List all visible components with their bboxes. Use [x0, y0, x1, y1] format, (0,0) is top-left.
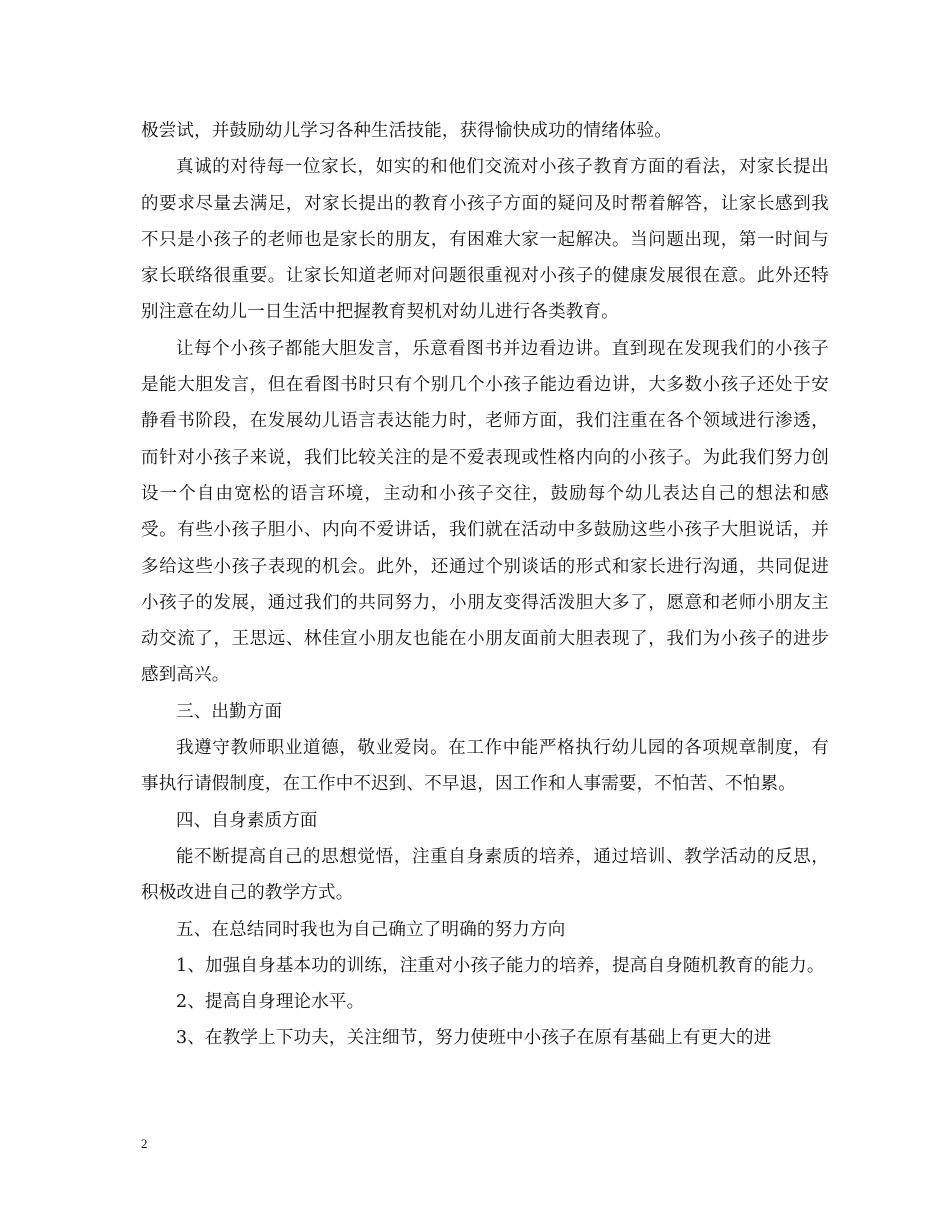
- list-item-1: 1、加强自身基本功的训练，注重对小孩子能力的培养，提高自身随机教育的能力。: [176, 955, 825, 976]
- list-item-2: 2、提高自身理论水平。: [176, 992, 365, 1013]
- paragraph-continuation: 极尝试，并鼓励幼儿学习各种生活技能，获得愉快成功的情绪体验。: [141, 121, 672, 141]
- page-number: 2: [141, 1136, 148, 1151]
- list-item-3: 3、在教学上下功夫，关注细节，努力使班中小孩子在原有基础上有更大的进: [176, 1028, 772, 1049]
- paragraph-speaking: 让每个小孩子都能大胆发言，乐意看图书并边看边讲。直到现在发现我们的小孩子是能大胆发言，但在看图书时只有个别几个小孩子能边看边讲，大多数小孩子还处于安静看书阶段，在发展幼儿语言表达能力时，老师方面，我们注重在各个领域进行渗透，而针对小孩子来说，我们比较关注的是不爱表现或性格内向的小孩子。为此我们努力创设一个自由宽松的语言环境，主动和小孩子交往，鼓励每个幼儿表达自己的想法和感受。有些小孩子胆小、内向不爱讲话，我们就在活动中多鼓励这些小孩子大胆说话，并多给这些小孩子表现的机会。此外，还通过个别谈话的形式和家长进行沟通，共同促进小孩子的发展，通过我们的共同努力，小朋友变得活泼胆大多了，愿意和老师小朋友主动交流了，王思远、林佳宣小朋友也能在小朋友面前大胆表现了，我们为小孩子的进步感到高兴。: [141, 338, 829, 686]
- heading-attendance: 三、出勤方面: [176, 701, 283, 722]
- paragraph-quality: 能不断提高自己的思想觉悟，注重自身素质的培养，通过培训、教学活动的反思，积极改进自己的教学方式。: [141, 846, 829, 904]
- heading-quality: 四、自身素质方面: [176, 810, 318, 831]
- paragraph-parents: 真诚的对待每一位家长，如实的和他们交流对小孩子教育方面的看法，对家长提出的要求尽量去满足，对家长提出的教育小孩子方面的疑问及时帮着解答，让家长感到我不只是小孩子的老师也是家长的朋友，有困难大家一起解决。当问题出现，第一时间与家长联络很重要。让家长知道老师对问题很重视对小孩子的健康发展很在意。此外还特别注意在幼儿一日生活中把握教育契机对幼儿进行各类教育。: [141, 157, 829, 323]
- document-body: [141, 113, 829, 1057]
- heading-direction: 五、在总结同时我也为自己确立了明确的努力方向: [176, 919, 566, 940]
- paragraph-attendance: 我遵守教师职业道德，敬业爱岗。在工作中能严格执行幼儿园的各项规章制度，有事执行请假制度，在工作中不迟到、不早退，因工作和人事需要，不怕苦、不怕累。: [141, 738, 829, 795]
